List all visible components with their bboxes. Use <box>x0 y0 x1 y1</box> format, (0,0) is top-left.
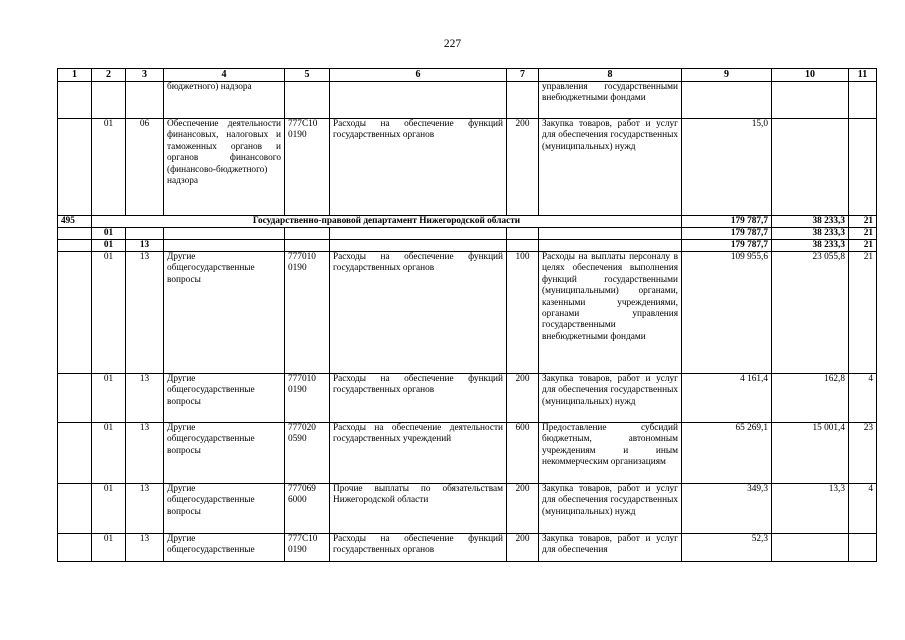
cell-count: 4 <box>849 484 877 534</box>
cell-amount-2: 15 001,4 <box>772 423 849 484</box>
cell-type-name: Расходы на выплаты персоналу в целях обеспечения выполнения функций государственными (муниципальными) органами, казенными учреждениями, органами управления государственными внебюджетными фондами <box>539 252 682 374</box>
cell-type: 100 <box>507 252 539 374</box>
cell-type-name: управления государственными внебюджетными фондами <box>539 82 682 119</box>
cell-code <box>58 82 92 119</box>
cell-count: 21 <box>849 240 877 252</box>
cell-section: 01 <box>92 240 126 252</box>
cell-subsection: 13 <box>126 240 164 252</box>
cell-amount: 15,0 <box>682 119 772 216</box>
cell-amount: 4 161,4 <box>682 374 772 423</box>
department-title: Государственно-правовой департамент Нижегородской области <box>92 216 682 228</box>
cell-section <box>92 82 126 119</box>
cell-type: 200 <box>507 374 539 423</box>
cell-target: 777С10 0190 <box>285 534 330 562</box>
cell-target-name: Расходы на обеспечение деятельности государственных учреждений <box>330 423 507 484</box>
cell-name: Другие общегосударственные <box>164 534 285 562</box>
cell-count <box>849 534 877 562</box>
cell-code <box>58 252 92 374</box>
cell-code <box>58 119 92 216</box>
cell-section: 01 <box>92 252 126 374</box>
cell-target-name: Расходы на обеспечение функций государственных органов <box>330 119 507 216</box>
col-header: 6 <box>330 69 507 82</box>
cell-code <box>58 374 92 423</box>
col-header: 10 <box>772 69 849 82</box>
cell-type: 200 <box>507 534 539 562</box>
cell-code <box>58 228 92 240</box>
table-row <box>58 374 877 423</box>
col-header: 1 <box>58 69 92 82</box>
cell-amount: 349,3 <box>682 484 772 534</box>
subsection-total-row <box>58 240 877 252</box>
cell-type-name: Закупка товаров, работ и услуг для обеспечения государственных (муниципальных) нужд <box>539 119 682 216</box>
cell-name: Другие общегосударственные вопросы <box>164 374 285 423</box>
cell-type-name: Закупка товаров, работ и услуг для обеспечения государственных (муниципальных) нужд <box>539 484 682 534</box>
cell-amount-2 <box>772 119 849 216</box>
department-row <box>58 216 877 228</box>
cell-target: 777020 0590 <box>285 423 330 484</box>
cell-subsection: 13 <box>126 534 164 562</box>
table-row <box>58 534 877 562</box>
cell-count: 23 <box>849 423 877 484</box>
cell-type-name: Закупка товаров, работ и услуг для обеспечения государственных (муниципальных) нужд <box>539 374 682 423</box>
cell-section: 01 <box>92 534 126 562</box>
cell-amount-2: 38 233,3 <box>772 228 849 240</box>
col-header: 8 <box>539 69 682 82</box>
cell-subsection: 13 <box>126 484 164 534</box>
table-row <box>58 119 877 216</box>
cell-subsection: 13 <box>126 423 164 484</box>
section-total-row <box>58 228 877 240</box>
cell-subsection <box>126 82 164 119</box>
cell-target-name: Расходы на обеспечение функций государственных органов <box>330 534 507 562</box>
col-header: 4 <box>164 69 285 82</box>
cell-code <box>58 534 92 562</box>
cell-code <box>58 423 92 484</box>
cell-amount: 179 787,7 <box>682 216 772 228</box>
cell-type: 200 <box>507 484 539 534</box>
cell-section: 01 <box>92 228 126 240</box>
cell-target <box>285 82 330 119</box>
cell-target: 777069 6000 <box>285 484 330 534</box>
cell-name: Другие общегосударственные вопросы <box>164 423 285 484</box>
cell-target: 777010 0190 <box>285 374 330 423</box>
cell-subsection: 13 <box>126 374 164 423</box>
cell-amount: 179 787,7 <box>682 228 772 240</box>
cell-amount-2: 23 055,8 <box>772 252 849 374</box>
cell-name: Другие общегосударственные вопросы <box>164 484 285 534</box>
cell-target: 777010 0190 <box>285 252 330 374</box>
cell-type: 200 <box>507 119 539 216</box>
cell-name: Другие общегосударственные вопросы <box>164 252 285 374</box>
cell-code <box>58 484 92 534</box>
cell-section: 01 <box>92 374 126 423</box>
cell-amount-2 <box>772 82 849 119</box>
cell-amount-2: 38 233,3 <box>772 216 849 228</box>
cell-type: 600 <box>507 423 539 484</box>
col-header: 2 <box>92 69 126 82</box>
col-header: 7 <box>507 69 539 82</box>
cell-type-name: Закупка товаров, работ и услуг для обеспечения <box>539 534 682 562</box>
cell-amount-2: 13,3 <box>772 484 849 534</box>
cell-target: 777С10 0190 <box>285 119 330 216</box>
table-row <box>58 252 877 374</box>
cell-name: Обеспечение деятельности финансовых, налоговых и таможенных органов и органов финансового (финансово-бюджетного) надзора <box>164 119 285 216</box>
col-header: 9 <box>682 69 772 82</box>
page-number: 227 <box>443 38 462 50</box>
cell-type-name: Предоставление субсидий бюджетным, автономным учреждениям и иным некоммерческим организациям <box>539 423 682 484</box>
cell-count <box>849 119 877 216</box>
cell-count: 21 <box>849 228 877 240</box>
cell-code: 495 <box>58 216 92 228</box>
cell-section: 01 <box>92 423 126 484</box>
cell-count <box>849 82 877 119</box>
cell-target-name <box>330 82 507 119</box>
cell-subsection: 13 <box>126 252 164 374</box>
cell-target-name: Расходы на обеспечение функций государственных органов <box>330 374 507 423</box>
col-header: 11 <box>849 69 877 82</box>
cell-amount: 109 955,6 <box>682 252 772 374</box>
cell-count: 21 <box>849 252 877 374</box>
table-row <box>58 484 877 534</box>
header-row <box>58 69 877 82</box>
cell-target-name: Расходы на обеспечение функций государственных органов <box>330 252 507 374</box>
cell-section: 01 <box>92 119 126 216</box>
table-row <box>58 423 877 484</box>
cell-amount-2: 162,8 <box>772 374 849 423</box>
cell-amount: 65 269,1 <box>682 423 772 484</box>
cell-subsection <box>126 228 164 240</box>
cell-amount-2 <box>772 534 849 562</box>
cell-amount: 52,3 <box>682 534 772 562</box>
col-header: 3 <box>126 69 164 82</box>
cell-type <box>507 82 539 119</box>
budget-table <box>57 68 877 562</box>
cell-count: 21 <box>849 216 877 228</box>
cell-code <box>58 240 92 252</box>
table-row <box>58 82 877 119</box>
cell-amount-2: 38 233,3 <box>772 240 849 252</box>
cell-amount <box>682 82 772 119</box>
col-header: 5 <box>285 69 330 82</box>
cell-count: 4 <box>849 374 877 423</box>
cell-amount: 179 787,7 <box>682 240 772 252</box>
cell-section: 01 <box>92 484 126 534</box>
cell-subsection: 06 <box>126 119 164 216</box>
cell-target-name: Прочие выплаты по обязательствам Нижегородской области <box>330 484 507 534</box>
cell-name: бюджетного) надзора <box>164 82 285 119</box>
